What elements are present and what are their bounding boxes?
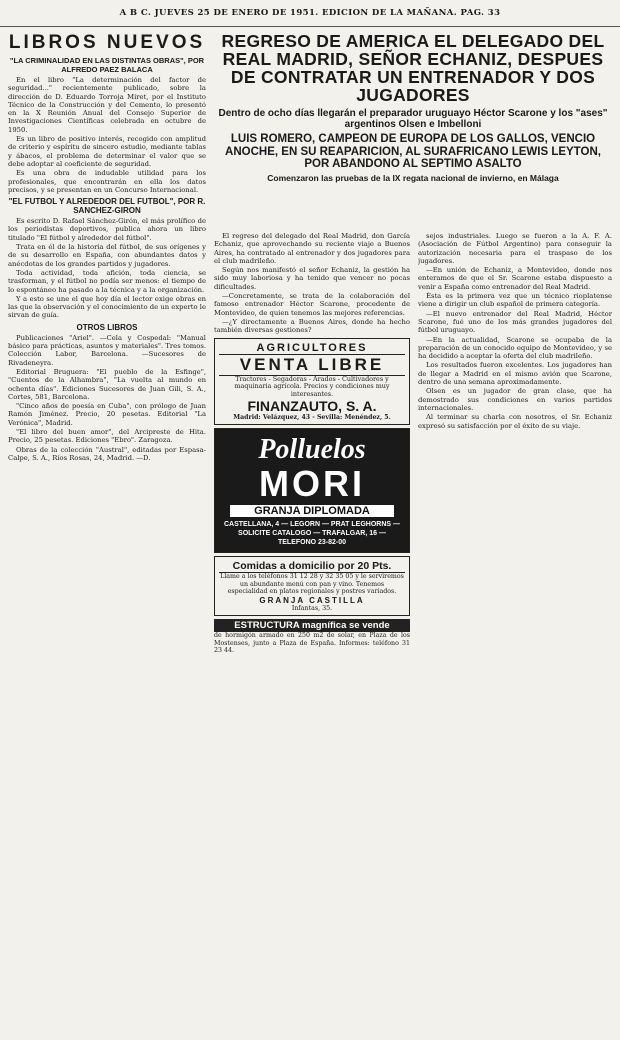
article-paragraph: Según nos manifestó el señor Echaniz, la gestión ha sido muy laboriosa y ha tenido que vencer no pocas dificultades. xyxy=(214,266,410,291)
ad-mori-ribbon: GRANJA DIPLOMADA xyxy=(230,505,394,517)
ad-agri-body: Tractores - Segadoras - Arados - Cultivadores y maquinaria agrícola. Precios y condiciones muy interesantes. xyxy=(234,374,390,398)
ad-comidas-address: Infantas, 35. xyxy=(291,604,333,612)
article-paragraph: Toda actividad, toda afición, toda ciencia, se trasforman, y el fútbol no podía ser menos: el tiempo de lo espontáneo ha pasado a la técnica y a la organización. xyxy=(8,268,206,294)
ad-agricultores xyxy=(214,338,410,426)
article-paragraph: Ésta es la primera vez que un técnico rioplatense viene a dirigir un club español de primera categoría. xyxy=(418,292,612,309)
article-paragraph: Es una obra de indudable utilidad para los profesionales, que encontrarán en ella los datos precisos, y se presentan en un Concurso Internacional. xyxy=(8,169,206,194)
article-subheading: OTROS LIBROS xyxy=(76,322,138,332)
article-paragraph: —El nuevo entrenador del Real Madrid, Héctor Scarone, fué uno de los más grandes jugadores del fútbol uruguayo. xyxy=(418,309,612,335)
ad-agri-company: FINANZAUTO, S. A. xyxy=(247,398,377,415)
section-title: LIBROS NUEVOS xyxy=(8,32,206,53)
ad-estructura-body: de hormigón armado en 250 m2 de solar, en Plaza de los Mostenses, junto a Plaza de España. Informes: teléfono 31 23 44. xyxy=(214,632,410,655)
article-paragraph: Los resultados fueron excelentes. Los jugadores han de llegar a Madrid en el mismo avión que Scarone, dentro de una semana aproximadamente. xyxy=(418,361,612,387)
article-paragraph: —En unión de Echaniz, a Montevideo, donde nos enteramos de que el Sr. Scarone estaba dispuesto a venir a España como entrenador del Real Madrid. xyxy=(418,266,612,291)
third-headline: Comenzaron las pruebas de la IX regata nacional de invierno, en Málaga xyxy=(267,172,559,183)
article-paragraph: El regreso del delegado del Real Madrid, don García Echaniz, que aprovechando su reciente viaje a Buenos Aires, ha contratado al entrenador y dos jugadores para el club madrileño. xyxy=(214,232,410,265)
article-paragraph: Obras de la colección "Austral", editadas por Espasa-Calpe, S. A., Ríos Rosas, 24, Madrid. —D. xyxy=(8,445,206,462)
article-paragraph: —Concretamente, se trata de la colaboración del famoso entrenador Héctor Scarone, procedente de Montevideo, de quien tenemos las mejores referencias. xyxy=(214,292,410,317)
ad-mori-kicker: Polluelos xyxy=(258,434,366,466)
article-paragraph: —¿Y directamente a Buenos Aires, donde ha hecho también diversas gestiones? xyxy=(214,317,410,335)
section-subtitle: "LA CRIMINALIDAD EN LAS DISTINTAS OBRAS", POR ALFREDO PAEZ BALACA xyxy=(9,56,205,74)
article-paragraph: Publicaciones "Ariel". —Cela y Cospedal: "Manual básico para prácticas, asuntos y materiales". Tres tomos. Colección Labor, Barcelona. —Sucesores de Rivadeneyra. xyxy=(8,333,206,367)
second-headline: LUIS ROMERO, CAMPEON DE EUROPA DE LOS GALLOS, VENCIO ANOCHE, EN SU REAPARICION, AL SURAFRICANO LEWIS LEYTON, POR ABANDONO AL SEPTIMO ASALTO xyxy=(225,133,601,170)
ad-comidas xyxy=(214,556,410,616)
page-header: A B C. JUEVES 25 DE ENERO DE 1951. EDICION DE LA MAÑANA. PAG. 33 xyxy=(0,0,620,27)
article-paragraph: Es escrito D. Rafael Sánchez-Girón, el más prolífico de los periodistas deportivos, publica ahora un libro titulado "El fútbol y alrededor del fútbol". xyxy=(8,217,206,242)
right-column xyxy=(418,232,612,1040)
ad-estructura-title: ESTRUCTURA magnífica se vende xyxy=(214,619,410,632)
ad-mori-address: CASTELLANA, 4 — LEGORN — PRAT LEGHORNS — SOLICITE CATALOGO — TRAFALGAR, 16 — TELEFONO 23-82-00 xyxy=(223,521,401,547)
ad-polluelos-mori xyxy=(214,428,410,553)
ad-agri-title: VENTA LIBRE xyxy=(219,354,405,376)
ad-comidas-body: Llame a los teléfonos 31 12 28 y 32 35 05 y le serviremos un abundante menú con pan y vino. Tenemos especialidad en platos regionales y postres variados. xyxy=(220,573,404,596)
article-paragraph: sejos industriales. Luego se fueron a la A. F. A. (Asociación de Fútbol Argentino) para conseguir la autorización necesaria para el traspaso de los jugadores. xyxy=(418,232,612,265)
article-paragraph: Olsen es un jugador de gran clase, que ha demostrado sus condiciones en varios partidos internacionales. xyxy=(418,387,612,412)
ad-mori-brand: MORI xyxy=(259,463,365,505)
article-paragraph: Es un libro de positivo interés, recogido con amplitud de criterio y espíritu de sincero estudio, mediante tablas y ábacos, el problema de determinar el valor que se debe adoptar al coeficiente de seguridad. xyxy=(8,135,206,168)
article-paragraph: Trata en él de la historia del fútbol, de sus orígenes y de su desarrollo en España, con abundantes datos y anécdotas de los grandes partidos y jugadores. xyxy=(8,243,206,268)
article-paragraph: —En la actualidad, Scarone se ocupaba de la preparación de un conocido equipo de Montevideo, y se ha decidido a aceptar la oferta del club madrileño. xyxy=(418,335,612,361)
left-column xyxy=(8,30,206,838)
article-paragraph: Editorial Bruguera: "El pueblo de la Esfinge", "Cuentos de la Alhambra", "La vuelta al mundo en ochenta días". Ediciones Sucesores de Juan Gili, S. A., Cortes, 581, Barcelona. xyxy=(8,367,206,401)
ad-comidas-title: Comidas a domicilio por 20 Pts. xyxy=(219,560,405,573)
article-subheading: "EL FUTBOL Y ALREDEDOR DEL FUTBOL", POR R. SANCHEZ-GIRON xyxy=(8,197,206,216)
ad-agri-address: Madrid: Velázquez, 43 - Sevilla: Menéndez, 5. xyxy=(233,414,391,422)
article-paragraph: Y a esto se une el que hoy día el lector exige obras en las que la observación y el conocimiento de un experto le sirvan de guía. xyxy=(8,294,206,320)
top-story xyxy=(214,32,612,185)
article-paragraph: "El libro del buen amor", del Arcipreste de Hita. Precio, 25 pesetas. Ediciones "Ebro". Zaragoza. xyxy=(8,427,206,445)
middle-column xyxy=(214,232,410,1040)
main-headline: REGRESO DE AMERICA EL DELEGADO DEL REAL MADRID, SEÑOR ECHANIZ, DESPUES DE CONTRATAR UN ENTRENADOR Y DOS JUGADORES xyxy=(221,31,605,105)
article-paragraph: En el libro "La determinación del factor de seguridad..." recientemente publicado, sobre la dirección de D. Eduardo Torroja Miret, por el Instituto Técnico de la Construcción y del Cemento, lo presentó en la X Reunión Anual del Consejo Superior de Investigaciones Científicas celebrada en octubre de 1950. xyxy=(8,76,206,134)
ad-agri-kicker: AGRICULTORES xyxy=(256,341,368,354)
article-paragraph: Al terminar su charla con nosotros, el Sr. Echaniz expresó su satisfacción por el éxito de su viaje. xyxy=(418,413,612,430)
article-paragraph: "Cinco años de poesía en Cuba", con prólogo de Juan Ramón Jiménez. Precio, 20 pesetas. Editorial "La Verónica", Madrid. xyxy=(8,402,206,427)
ad-comidas-company: GRANJA CASTILLA xyxy=(259,595,365,605)
story-subheadline: Dentro de ocho días llegarán el preparador uruguayo Héctor Scarone y los "ases" argentinos Olsen e Imbelloni xyxy=(218,108,608,130)
